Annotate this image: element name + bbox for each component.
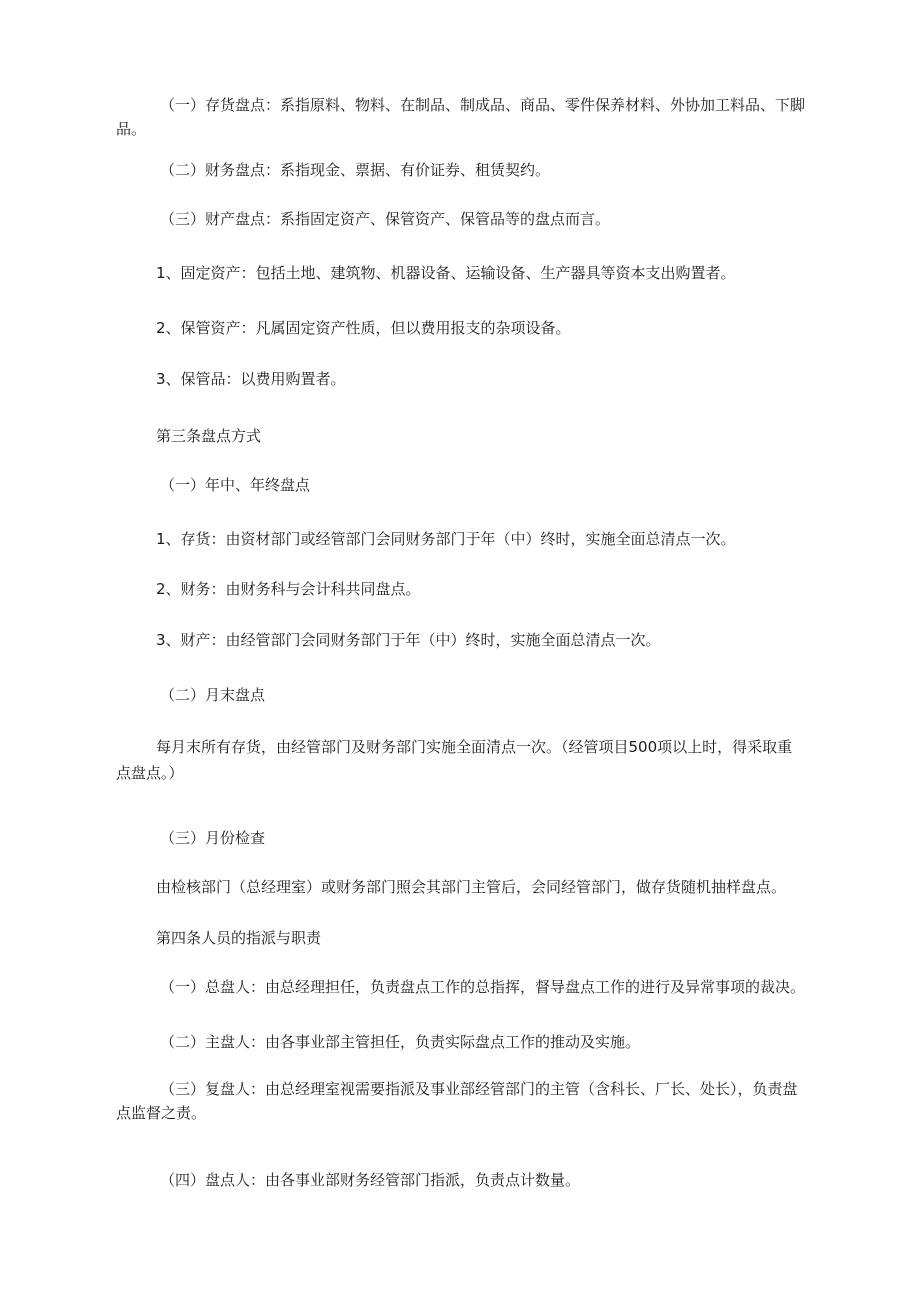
paragraph-month-end-count: （二）月末盘点 — [160, 686, 266, 704]
paragraph-custody-items: 3、保管品：以费用购置者。 — [156, 370, 346, 388]
article-4-heading: 第四条人员的指派与职责 — [156, 929, 322, 947]
paragraph-year-end-finance: 2、财务：由财务科与会计科共同盘点。 — [156, 580, 421, 598]
paragraph-inventory-count: （一）存货盘点：系指原料、物料、在制品、制成品、商品、零件保养材料、外协加工料品、下脚品。 — [116, 96, 806, 138]
paragraph-chief-counter: （一）总盘人：由总经理担任，负责盘点工作的总指挥，督导盘点工作的进行及异常事项的裁决。 — [160, 978, 806, 996]
paragraph-month-end-detail: 每月末所有存货，由经管部门及财务部门实施全面清点一次。（经管项目500项以上时，得采取重点盘点。） — [116, 738, 793, 782]
paragraph-main-counter: （二）主盘人：由各事业部主管担任，负责实际盘点工作的推动及实施。 — [160, 1033, 641, 1051]
article-3-heading: 第三条盘点方式 — [156, 427, 262, 445]
paragraph-fixed-assets: 1、固定资产：包括土地、建筑物、机器设备、运输设备、生产器具等资本支出购置者。 — [156, 264, 736, 282]
paragraph-custody-assets: 2、保管资产：凡属固定资产性质，但以费用报支的杂项设备。 — [156, 319, 571, 337]
paragraph-year-end-count: （一）年中、年终盘点 — [160, 476, 311, 494]
paragraph-financial-count: （二）财务盘点：系指现金、票据、有价证券、租赁契约。 — [160, 161, 551, 179]
paragraph-year-end-inventory: 1、存货：由资材部门或经管部门会同财务部门于年（中）终时，实施全面总清点一次。 — [156, 530, 736, 548]
paragraph-monthly-check-detail: 由检核部门（总经理室）或财务部门照会其部门主管后，会同经管部门，做存货随机抽样盘点。 — [156, 878, 787, 896]
paragraph-year-end-property: 3、财产：由经管部门会同财务部门于年（中）终时，实施全面总清点一次。 — [156, 631, 661, 649]
paragraph-counter: （四）盘点人：由各事业部财务经管部门指派，负责点计数量。 — [160, 1171, 581, 1189]
paragraph-recheck-counter: （三）复盘人：由总经理室视需要指派及事业部经管部门的主管（含科长、厂长、处长），负责盘点监督之责。 — [116, 1080, 798, 1122]
paragraph-monthly-check: （三）月份检查 — [160, 829, 266, 847]
paragraph-property-count: （三）财产盘点：系指固定资产、保管资产、保管品等的盘点而言。 — [160, 210, 611, 228]
